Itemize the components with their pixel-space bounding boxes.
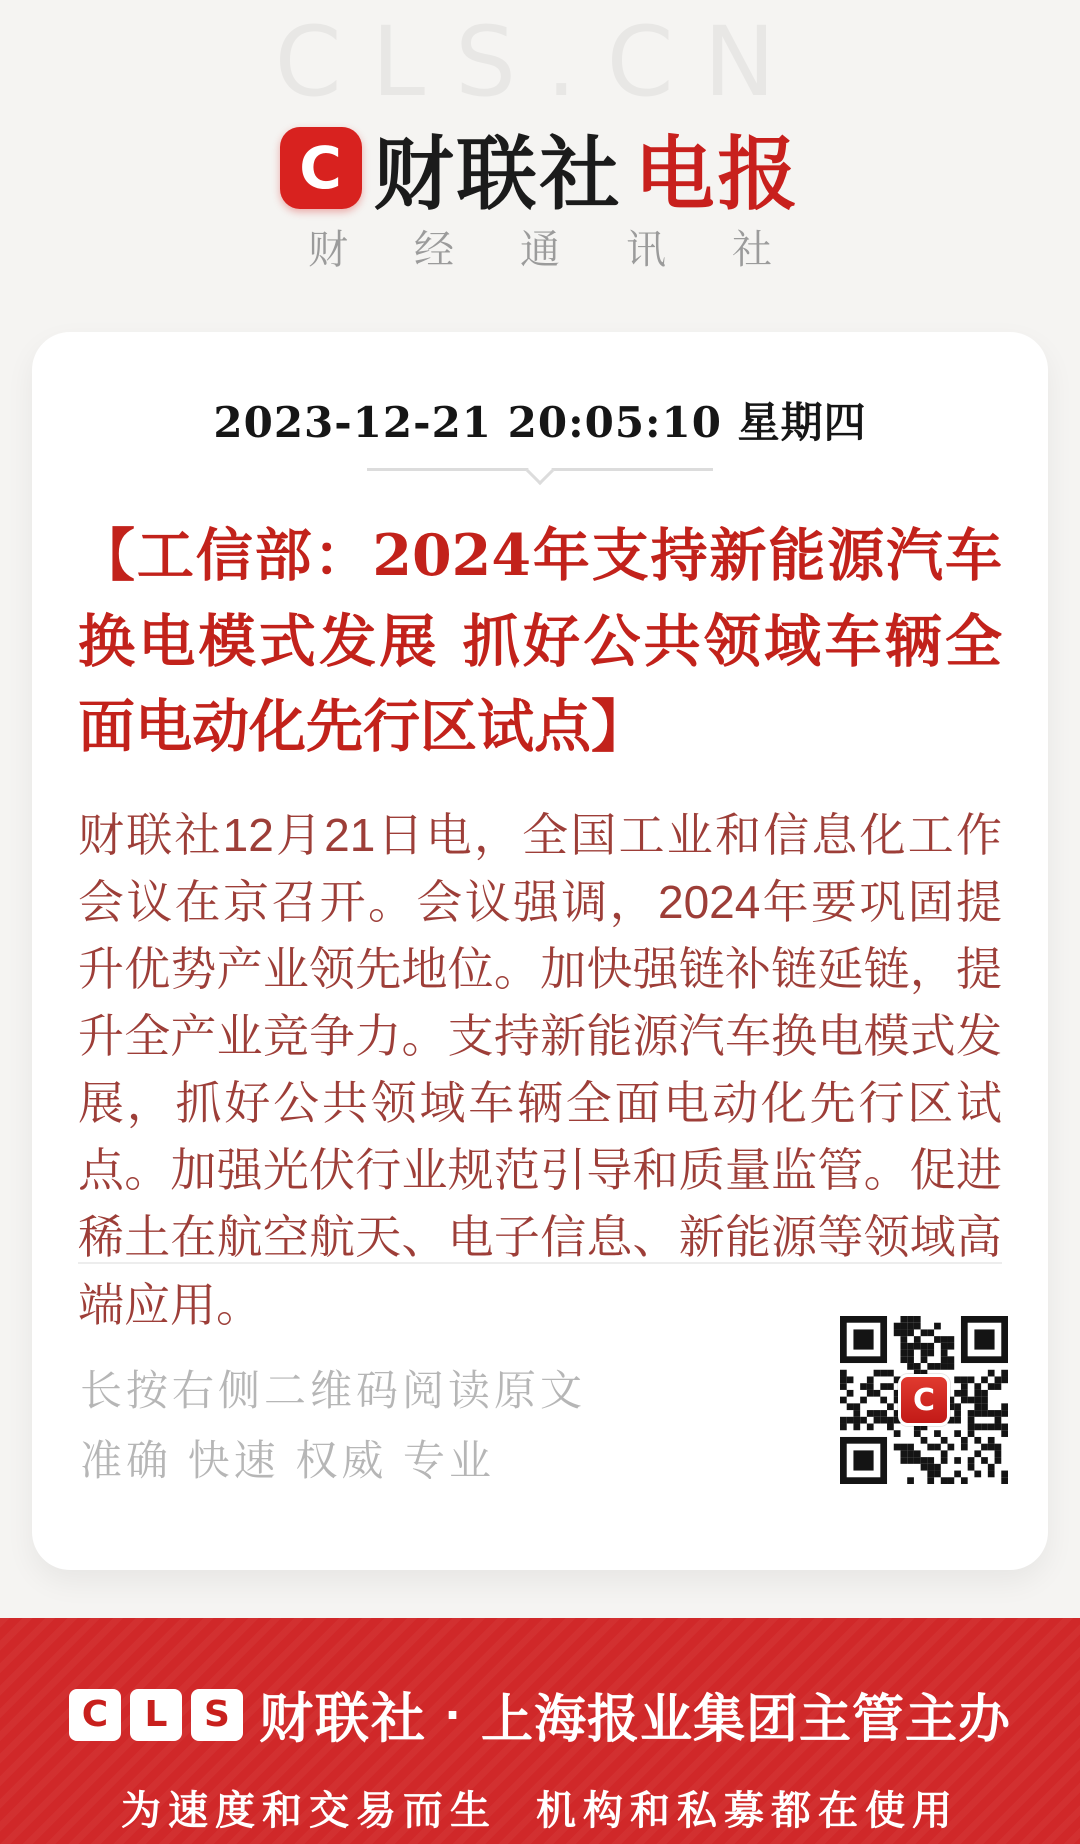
footer-org-text: 上海报业集团主管主办: [480, 1691, 1011, 1749]
footer-brand-name: 财联社: [259, 1689, 427, 1749]
slogan-tip-line: 准确 快速 权威 专业: [80, 1437, 496, 1484]
card-footer-divider: [78, 1262, 1002, 1264]
card-footer-tips: [80, 1356, 586, 1496]
chevron-down-notch: [526, 457, 554, 485]
news-headline: 【工信部：2024年支持新能源汽车换电模式发展 抓好公共领域车辆全面电动化先行区试点】: [78, 522, 1002, 760]
telegraph-label-text: 电报: [634, 130, 801, 219]
cls-letter-l: L: [130, 1689, 182, 1741]
qr-tip-line: 长按右侧二维码阅读原文: [80, 1367, 587, 1414]
footer-brand-row: [0, 1676, 1080, 1753]
separator-dot: ·: [445, 1684, 463, 1745]
footer-slogan: 为速度和交易而生 机构和私募都在使用: [121, 1787, 959, 1834]
cls-watermark-text: CLS.CN: [274, 6, 806, 118]
cls-app-icon: C: [280, 127, 362, 209]
news-body: 财联社12月21日电，全国工业和信息化工作会议在京召开。会议强调，2024年要巩固提升优势产业领先地位。加快强链补链延链，提升全产业竞争力。支持新能源汽车换电模式发展，抓好公共领域车辆全面电动化先行区试点。加强光伏行业规范引导和质量监管。促进稀土在航空航天、电子信息、新能源等领域高端应用。: [78, 808, 1002, 1331]
header-subtitle: 财经通讯社: [308, 228, 838, 272]
cls-letter-c: C: [69, 1689, 121, 1741]
news-datetime: 2023-12-21 20:05:10 星期四: [213, 398, 867, 447]
news-card: [32, 332, 1048, 1570]
brand-name-text: 财联社: [373, 130, 623, 219]
cls-letter-s: S: [191, 1689, 243, 1741]
qr-code[interactable]: [840, 1316, 1008, 1484]
header-logo: [0, 110, 1080, 225]
qr-center-logo: C: [898, 1374, 950, 1426]
cls-letter-boxes: [69, 1689, 243, 1741]
date-divider: [367, 468, 713, 471]
footer-brand-band: [0, 1618, 1080, 1844]
